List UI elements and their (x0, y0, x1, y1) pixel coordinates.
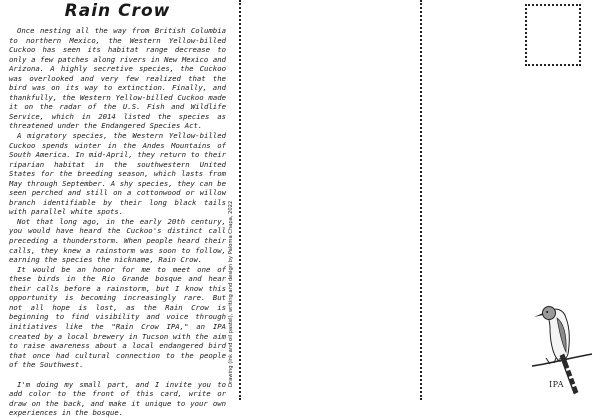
card-title: Rain Crow (64, 1, 171, 21)
center-divider (239, 0, 241, 400)
paragraph: I'm doing my small part, and I invite you to add color to the front of this card, write or draw on the back, and make it unique to your own experiences in the bosque. (9, 379, 226, 418)
ipa-label: IPA (549, 380, 565, 389)
artist-credit: Drawing (ink and oil pastel), writing and design by Paloma Chapa, 2022 (228, 200, 234, 387)
card-body (9, 26, 226, 418)
paragraph: Once nesting all the way from British Columbia to northern Mexico, the Western Yellow-billed Cuckoo has seen its habitat range decrease to only a few patches along rivers in New Mexico and Arizona. A highly secretive species, the Cuckoo was overlooked and very few realized that the bird was on its way to extinction. Finally, and thankfully, the Western Yellow-billed Cuckoo made it on the radar of the U.S. Fish and Wildlife Service, which in 2014 listed the species as threatened under the Endangered Species Act. (9, 26, 226, 131)
paragraph: It would be an honor for me to meet one of these birds in the Rio Grande bosque and hear their calls before a rainstorm, but I know this opportunity is becoming increasingly rare. But not all hope is lost, as the Rain Crow is beginning to find visibility and voice through initiatives like the "Rain Crow IPA," an IPA created by a local brewery in Tucson with the aim to raise awareness about a local endangered bird that once had cultural connection to the people of the Southwest. (9, 264, 226, 370)
paragraph: Not that long ago, in the early 20th century, you would have heard the Cuckoo's distinct call preceding a thunderstorm. When people heard their calls, they knew a rainstorm was soon to follow, earning the species the nickname, Rain Crow. (9, 216, 226, 265)
stamp-box (525, 4, 581, 66)
postcard-text-panel (0, 0, 232, 418)
paragraph: A migratory species, the Western Yellow-billed Cuckoo spends winter in the Andes Mountains of South America. In mid-April, they return to their riparian habitat in the southwestern United States for the breeding season, which lasts from May through September. A shy species, they can be seen perched and still on a cottonwood or willow branch identifiable by their long black tails with parallel white spots. (9, 131, 226, 217)
address-divider (420, 0, 422, 400)
